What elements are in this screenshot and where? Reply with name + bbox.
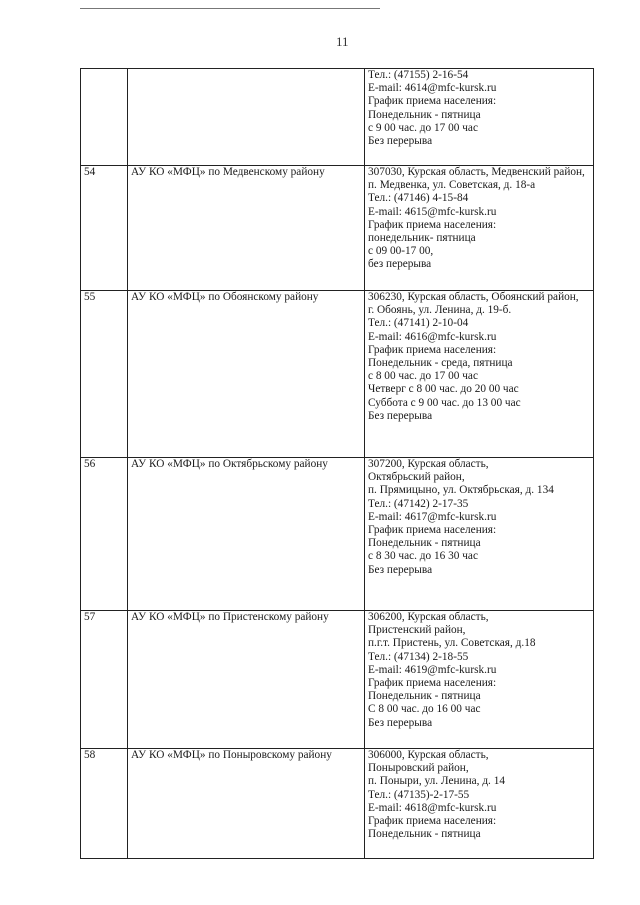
contact-line: График приема населения:: [368, 343, 497, 356]
contact-line: Понедельник - среда, пятница: [368, 357, 513, 370]
contact-line: График приема населения:: [368, 815, 497, 828]
contact-line: Понедельник - пятница: [368, 690, 481, 703]
contact-line: Поныровский район,: [368, 762, 469, 775]
row-number: 56: [81, 458, 128, 611]
contact-line: График приема населения:: [368, 524, 497, 537]
table-row: [81, 166, 594, 291]
contact-line: Без перерыва: [368, 716, 433, 729]
contact-line: График приема населения:: [368, 677, 497, 690]
table-row: [81, 291, 594, 458]
table-body: [81, 69, 594, 859]
contact-line: Понедельник - пятница: [368, 537, 481, 550]
contact-line: Без перерыва: [368, 135, 433, 148]
row-number: 57: [81, 611, 128, 749]
contact-line: п. Прямицыно, ул. Октябрьская, д. 134: [368, 484, 554, 497]
contact-line: без перерыва: [368, 258, 432, 271]
contact-line: с 8 30 час. до 16 30 час: [368, 550, 478, 563]
table-row: [81, 69, 594, 166]
table-row: [81, 749, 594, 859]
contact-line: E-mail: 4616@mfc-kursk.ru: [368, 330, 497, 343]
office-name: АУ КО «МФЦ» по Медвенскому району: [128, 166, 365, 291]
contact-line: Без перерыва: [368, 409, 433, 422]
contact-line: с 9 00 час. до 17 00 час: [368, 121, 478, 134]
contact-line: Тел.: (47141) 2-10-04: [368, 317, 469, 330]
contact-line: Суббота с 9 00 час. до 13 00 час: [368, 396, 521, 409]
contact-line: Тел.: (47135)-2-17-55: [368, 788, 470, 801]
contact-line: Октябрьский район,: [368, 471, 465, 484]
office-name: АУ КО «МФЦ» по Пристенскому району: [128, 611, 365, 749]
row-number: 55: [81, 291, 128, 458]
contact-line: с 8 00 час. до 17 00 час: [368, 370, 478, 383]
contact-line: Тел.: (47142) 2-17-35: [368, 497, 469, 510]
row-number: 58: [81, 749, 128, 859]
contact-line: 306000, Курская область,: [368, 749, 489, 761]
contact-line: E-mail: 4617@mfc-kursk.ru: [368, 510, 497, 523]
contact-line: п. Медвенка, ул. Советская, д. 18-а: [368, 179, 536, 192]
contact-line: Тел.: (47146) 4-15-84: [368, 192, 469, 205]
contact-line: С 8 00 час. до 16 00 час: [368, 703, 481, 716]
contact-line: Без перерыва: [368, 563, 433, 576]
contact-line: г. Обоянь, ул. Ленина, д. 19-б.: [368, 304, 512, 317]
contact-line: 307030, Курская область, Медвенский район,: [368, 166, 585, 178]
mfc-offices-table: [80, 68, 594, 859]
top-rule: [80, 8, 380, 9]
contact-line: Тел.: (47134) 2-18-55: [368, 650, 469, 663]
contact-line: 306200, Курская область,: [368, 611, 489, 623]
office-contact-info: [365, 611, 594, 749]
contact-line: п.г.т. Пристень, ул. Советская, д.18: [368, 637, 536, 650]
office-name: АУ КО «МФЦ» по Поныровскому району: [128, 749, 365, 859]
office-contact-info: [365, 69, 594, 166]
row-number: [81, 69, 128, 166]
office-contact-info: [365, 166, 594, 291]
contact-line: 306230, Курская область, Обоянский район,: [368, 291, 579, 303]
office-name: АУ КО «МФЦ» по Обоянскому району: [128, 291, 365, 458]
row-number: 54: [81, 166, 128, 291]
contact-line: Понедельник - пятница: [368, 108, 481, 121]
contact-line: E-mail: 4619@mfc-kursk.ru: [368, 663, 497, 676]
contact-line: E-mail: 4618@mfc-kursk.ru: [368, 801, 497, 814]
contact-line: п. Поныри, ул. Ленина, д. 14: [368, 775, 506, 788]
contact-line: Пристенский район,: [368, 624, 466, 637]
contact-line: График приема населения:: [368, 218, 497, 231]
table-row: [81, 611, 594, 749]
contact-line: Тел.: (47155) 2-16-54: [368, 69, 469, 81]
office-contact-info: [365, 458, 594, 611]
office-contact-info: [365, 749, 594, 859]
contact-line: E-mail: 4615@mfc-kursk.ru: [368, 205, 497, 218]
page-number: 11: [336, 34, 349, 49]
contact-line: с 09 00-17 00,: [368, 245, 434, 258]
contact-line: График приема населения:: [368, 95, 497, 108]
contact-line: E-mail: 4614@mfc-kursk.ru: [368, 82, 497, 95]
contact-line: Четверг с 8 00 час. до 20 00 час: [368, 383, 519, 396]
table-row: [81, 458, 594, 611]
contact-line: 307200, Курская область,: [368, 458, 489, 470]
office-contact-info: [365, 291, 594, 458]
office-name: АУ КО «МФЦ» по Октябрьскому району: [128, 458, 365, 611]
contact-line: Понедельник - пятница: [368, 828, 481, 841]
contact-line: понедельник- пятница: [368, 232, 476, 245]
office-name: [128, 69, 365, 166]
